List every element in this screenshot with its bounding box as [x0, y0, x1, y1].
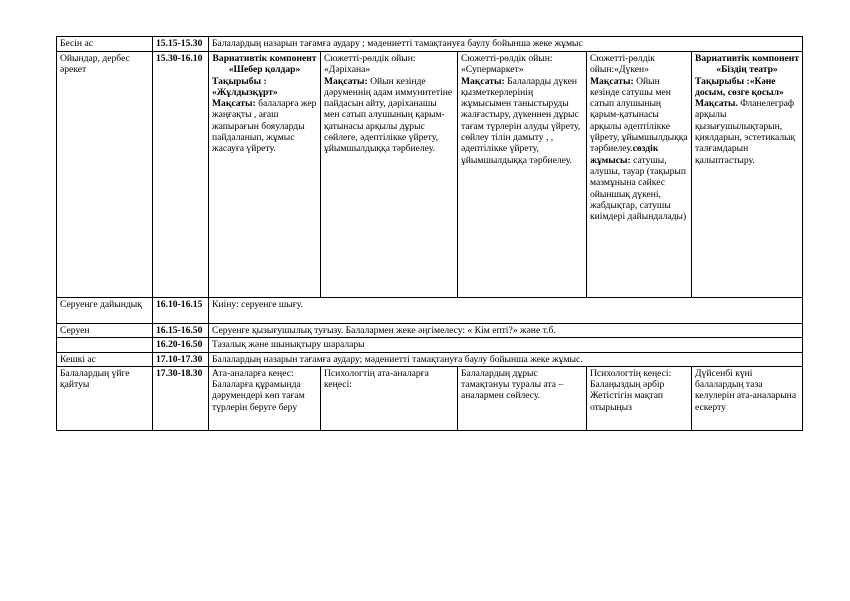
- goal-label: Мақсаты:: [212, 98, 256, 110]
- goal-text: Ойын кезінде сатушы мен сатып алушының қарым-қатынасы арқылы әдептілікке үйрету, ұйымшылдыққа тәрбиелеу.: [590, 75, 688, 155]
- row-games: [57, 52, 803, 298]
- goal-text: балаларға жер жаңғақты , ағаш жапырағын бояуларды пайдаланып, жұмыс жасауға үйрету.: [212, 98, 317, 155]
- activity-description: Балалардың назарын тағамға аудару; мәдениетті тамақтануға баулу бойынша жеке жұмыс.: [209, 352, 803, 366]
- time-cell: 17.30-18.30: [153, 366, 209, 430]
- time-cell: 16.10-16.15: [153, 298, 209, 324]
- goal-text: Фланелеграф арқылы қызығушылықтарын, қиялдарын, эстетикалық талғамдарын қалыптастыру.: [695, 98, 796, 166]
- activity-description: Тазалық және шынықтыру шаралары: [209, 338, 803, 352]
- row-home: [57, 366, 803, 430]
- topic-text: «Кәне досым, сөзге қосыл»: [695, 75, 784, 98]
- activity-name: Серуенге дайындық: [57, 298, 153, 324]
- goal-label: Мақсаты.: [695, 98, 738, 110]
- row-walk-prep: [57, 298, 803, 324]
- cell-title: Сюжетті-рөлдік ойын: «Дәріхана»: [324, 53, 416, 76]
- time-cell: 16.20-16.50: [153, 338, 209, 352]
- activity-name: Бесін ас: [57, 37, 153, 52]
- games-cell-5: [692, 52, 803, 298]
- goal-label: Мақсаты:: [324, 75, 368, 87]
- cell-heading: Вариативтік компонент «Біздің театр»: [695, 53, 799, 76]
- topic-text: «Жұлдызқұрт»: [212, 86, 278, 98]
- vocab-label: сөздік жұмысы:: [590, 143, 659, 166]
- activity-description: Киіну: серуенге шығу.: [209, 298, 803, 324]
- row-walk: [57, 324, 803, 338]
- games-cell-3: [458, 52, 587, 298]
- time-cell: 15.30-16.10: [153, 52, 209, 298]
- row-dinner: [57, 352, 803, 366]
- home-cell-3: Балалардың дұрыс тамақтануы туралы ата – аналармен сөйлесу.: [458, 366, 587, 430]
- topic-label: Тақырыбы :: [695, 75, 750, 87]
- home-cell-2: Психологтің ата-аналарға кеңесі:: [321, 366, 458, 430]
- row-lunch: [57, 37, 803, 52]
- games-cell-4: [587, 52, 692, 298]
- goal-label: Мақсаты:: [461, 75, 505, 87]
- games-cell-2: [321, 52, 458, 298]
- vocab-text: сатушы, алушы, тауар (тақырып мазмұнына сәйкес ойыншық дүкені, жабдықтар, сатушы киімдері дайындалады): [590, 154, 687, 223]
- row-hygiene: [57, 338, 803, 352]
- games-cell-1: [209, 52, 321, 298]
- schedule-table: [56, 36, 803, 431]
- goal-label: Мақсаты:: [590, 75, 634, 87]
- activity-name: Серуен: [57, 324, 153, 338]
- home-cell-5: Дүйсенбі күні балалардың таза келулерін ата-аналарына ескерту: [692, 366, 803, 430]
- time-cell: 16.15-16.50: [153, 324, 209, 338]
- activity-name: Кешкі ас: [57, 352, 153, 366]
- activity-name: Балалардың үйге қайтуы: [57, 366, 153, 430]
- cell-heading: Вариативтік компонент «Шебер қолдар»: [212, 53, 317, 76]
- goal-text: Ойын кезінде дәруменнің адам иммунитетіне пайдасын айту, дәріханашы мен сатып алушының қарым-қатынасы арқылы дұрыс сөйлеге, әдептілікке үйрету, ұйымшылдыққа тәрбиелеу.: [324, 75, 453, 155]
- activity-description: Балалардың назарын тағамға аудару ; мәдениетті тамақтануға баулу бойынша жеке жұмыс: [209, 37, 803, 52]
- activity-description: Серуенге қызығушылық туғызу. Балалармен жеке әңгімелесу: « Кім епті?» және т.б.: [209, 324, 803, 338]
- time-cell: 15.15-15.30: [153, 37, 209, 52]
- topic-label: Тақырыбы :: [212, 75, 267, 87]
- activity-name: [57, 338, 153, 352]
- activity-name: Ойындар, дербес әрекет: [57, 52, 153, 298]
- home-cell-4: Психологтің кеңесі: Балаңыздың әрбір Жетістігін мақтап отырыңыз: [587, 366, 692, 430]
- home-cell-1: Ата-аналарға кеңес: Балаларға құрамында дәрумендері көп тағам түрлерін беруге беру: [209, 366, 321, 430]
- cell-title: Сюжетті-рөлдік ойын: «Супермаркет»: [461, 53, 553, 76]
- cell-title: Сюжетті-рөлдік ойын:«Дүкен»: [590, 53, 655, 76]
- time-cell: 17.10-17.30: [153, 352, 209, 366]
- goal-text: Балаларды дүкен қызметкерлерінің жұмысымен таныстыруды жалғастыру, дүкеннен дұрыс тағам түрлерін алуды үйрету, сөйлеу тілін дамыту , , әдептілікке үйрету, ұйымшылдыққа тәрбиелеу.: [461, 75, 581, 166]
